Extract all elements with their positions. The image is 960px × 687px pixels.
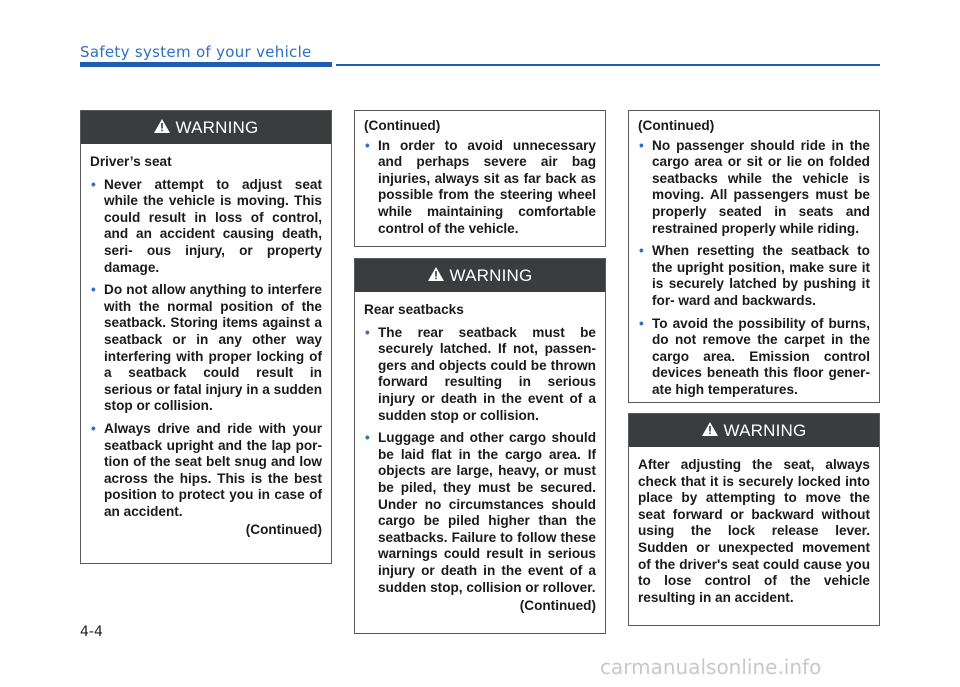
section-title: Safety system of your vehicle <box>80 43 312 61</box>
bullet-icon: • <box>91 176 96 192</box>
bullet-icon: • <box>91 282 96 298</box>
bullet-item: • Never attempt to adjust seat while the vehicle is moving. This could result in loss of control, and an accident causing death, seri- ous injury, or property damage. <box>91 176 322 275</box>
warning-triangle-icon <box>428 266 444 286</box>
continued-content <box>355 111 605 251</box>
page-number: 4-4 <box>80 624 103 640</box>
bullet-item: • In order to avoid unnecessary and perhaps severe air bag injuries, always sit as far back as possible from the steering wheel while maintaining comfortable control of the vehicle. <box>365 137 596 236</box>
bullet-icon: • <box>365 137 370 153</box>
warning-box-seat-lock <box>628 413 880 626</box>
continued-heading: (Continued) <box>638 118 715 133</box>
continued-box-col2 <box>354 110 606 247</box>
bullet-item: • The rear seatback must be securely latched. If not, passen- gers and objects could be thrown forward resulting in serious injury or death in the event of a sudden stop or collision. <box>365 324 596 423</box>
continued-note: (Continued) <box>519 598 596 614</box>
watermark: carmanualsonline.info <box>600 655 822 679</box>
continued-content <box>629 111 879 413</box>
warning-bar <box>355 259 605 292</box>
bullet-item: • To avoid the possibility of burns, do not remove the carpet in the cargo area. Emission control devices beneath this floor gener- ate high temperatures. <box>639 315 870 397</box>
bullet-icon: • <box>91 420 96 436</box>
warning-bar <box>629 414 879 447</box>
bullet-icon: • <box>639 315 644 331</box>
warning-label: WARNING <box>723 420 807 440</box>
warning-label: WARNING <box>449 265 533 285</box>
warning-content <box>629 447 879 614</box>
warning-label: WARNING <box>175 117 259 137</box>
header-rule <box>336 64 880 66</box>
warning-text: After adjusting the seat, always check that it is securely locked into place by attempting to move the seat forward or backward without using the lock release lever. Sudden or unexpected movement of the driver's seat could cause you to lose control of the vehicle resulting in an accident. <box>638 457 870 605</box>
bullet-item: • Luggage and other cargo should be laid flat in the cargo area. If objects are large, heavy, or must be piled, they must be secured. Under no circumstances should cargo be piled higher than the seatbacks. Failure to follow these warnings could result in serious injury or death in the event of a sudden stop, collision or rollover. <box>365 430 596 595</box>
warning-heading: Driver’s seat <box>90 154 172 169</box>
bullet-item: • No passenger should ride in the cargo area or sit or lie on folded seatbacks while the vehicle is moving. All passengers must be properly seated in seats and restrained properly while riding. <box>639 137 870 236</box>
bullet-item: • Do not allow anything to interfere with the normal position of the seatback. Storing items against a seatback or in any other way interfering with proper locking of a seatback could result in serious or fatal injury in a sudden stop or collision. <box>91 282 322 414</box>
warning-heading: Rear seatbacks <box>364 302 464 317</box>
continued-box-col3 <box>628 110 880 403</box>
bullet-icon: • <box>639 243 644 259</box>
bullet-icon: • <box>365 430 370 446</box>
bullet-item: • Always drive and ride with your seatback upright and the lap por- tion of the seat belt snug and low across the hips. This is the best position to protect you in case of an accident. <box>91 420 322 519</box>
bullet-icon: • <box>639 137 644 153</box>
continued-heading: (Continued) <box>364 118 441 133</box>
warning-content <box>355 292 605 623</box>
warning-content <box>81 144 331 547</box>
bullet-item: • When resetting the seatback to the upright position, make sure it is securely latched by pushing it for- ward and backwards. <box>639 243 870 308</box>
warning-bar <box>81 111 331 144</box>
continued-note: (Continued) <box>245 522 322 538</box>
bullet-icon: • <box>365 324 370 340</box>
warning-triangle-icon <box>154 118 170 138</box>
header-bar-accent <box>80 62 332 67</box>
warning-triangle-icon <box>702 421 718 441</box>
warning-box-rear-seatbacks <box>354 258 606 634</box>
warning-box-drivers-seat <box>80 110 332 564</box>
